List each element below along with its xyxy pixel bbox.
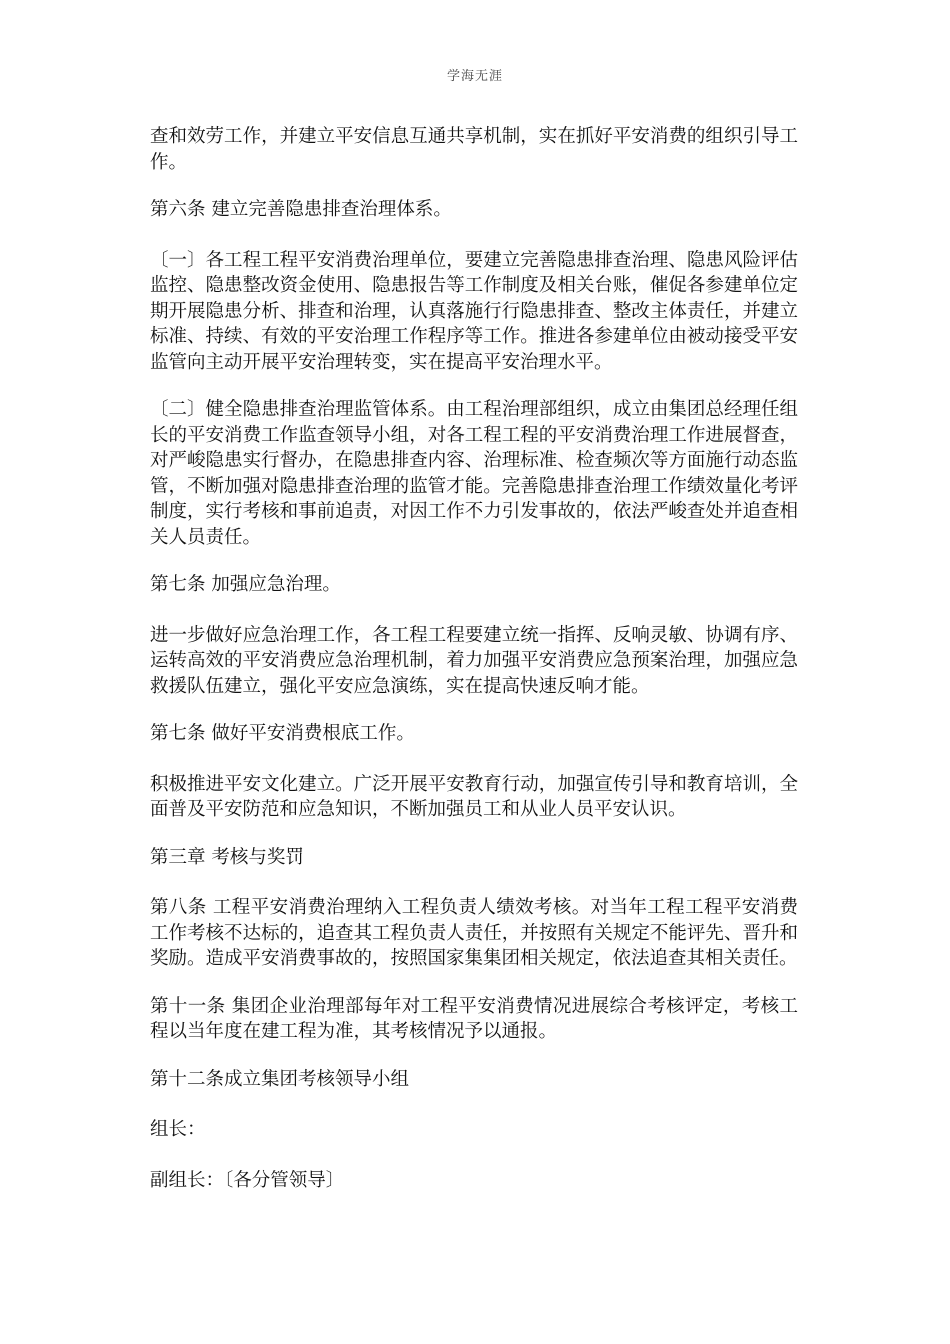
- article-7-body: 进一步做好应急治理工作，各工程工程要建立统一指挥、反响灵敏、协调有序、运转高效的平安消费应急治理机制，着力加强平安消费应急预案治理，加强应急救援队伍建立，强化平安应急演练，实在提高快速反响才能。: [150, 624, 798, 697]
- article-6-item-1: 〔一〕各工程工程平安消费治理单位，要建立完善隐患排查治理、隐患风险评估监控、隐患整改资金使用、隐患报告等工作制度及相关台账，催促各参建单位定期开展隐患分析、排查和治理，认真落施行行隐患排查、整改主体责任，并建立标准、持续、有效的平安治理工作程序等工作。推进各参建单位由被动接受平安监管向主动开展平安治理转变，实在提高平安治理水平。: [150, 249, 798, 373]
- document-body: [150, 124, 798, 1218]
- article-7-heading: 第七条 加强应急治理。: [150, 574, 341, 595]
- article-11: 第十一条 集团企业治理部每年对工程平安消费情况进展综合考核评定，考核工程以当年度在建工程为准，其考核情况予以通报。: [150, 995, 798, 1042]
- chapter-3-heading: 第三章 考核与奖罚: [150, 846, 304, 868]
- article-7b-body: 积极推进平安文化建立。广泛开展平安教育行动，加强宣传引导和教育培训，全面普及平安防范和应急知识，不断加强员工和从业人员平安认识。: [150, 773, 798, 820]
- article-6-item-2: 〔二〕健全隐患排查治理监管体系。由工程治理部组织，成立由集团总经理任组长的平安消费工作监查领导小组，对各工程工程的平安消费治理工作进展督查，对严峻隐患实行督办，在隐患排查内容、治理标准、检查频次等方面施行动态监管，不断加强对隐患排查治理的监管才能。完善隐患排查治理工作绩效量化考评制度，实行考核和事前追责，对因工作不力引发事故的，依法严峻查处并追查相关人员责任。: [150, 399, 798, 548]
- article-7b-heading: 第七条 做好平安消费根底工作。: [150, 723, 415, 744]
- article-12-heading: 第十二条成立集团考核领导小组: [150, 1068, 410, 1090]
- group-leader-line: 组长：: [150, 1119, 206, 1140]
- article-8: 第八条 工程平安消费治理纳入工程负责人绩效考核。对当年工程工程平安消费工作考核不达标的，追查其工程负责人责任，并按照有关规定不能评先、晋升和奖励。造成平安消费事故的，按照国家集集团相关规定，依法追查其相关责任。: [150, 897, 798, 969]
- paragraph-continuation: 查和效劳工作，并建立平安信息互通共享机制，实在抓好平安消费的组织引导工作。: [150, 126, 798, 173]
- article-6-heading: 第六条 建立完善隐患排查治理体系。: [150, 199, 452, 220]
- running-header: 学海无涯: [446, 69, 503, 84]
- deputy-leader-line: 副组长：〔各分管领导〕: [150, 1169, 345, 1191]
